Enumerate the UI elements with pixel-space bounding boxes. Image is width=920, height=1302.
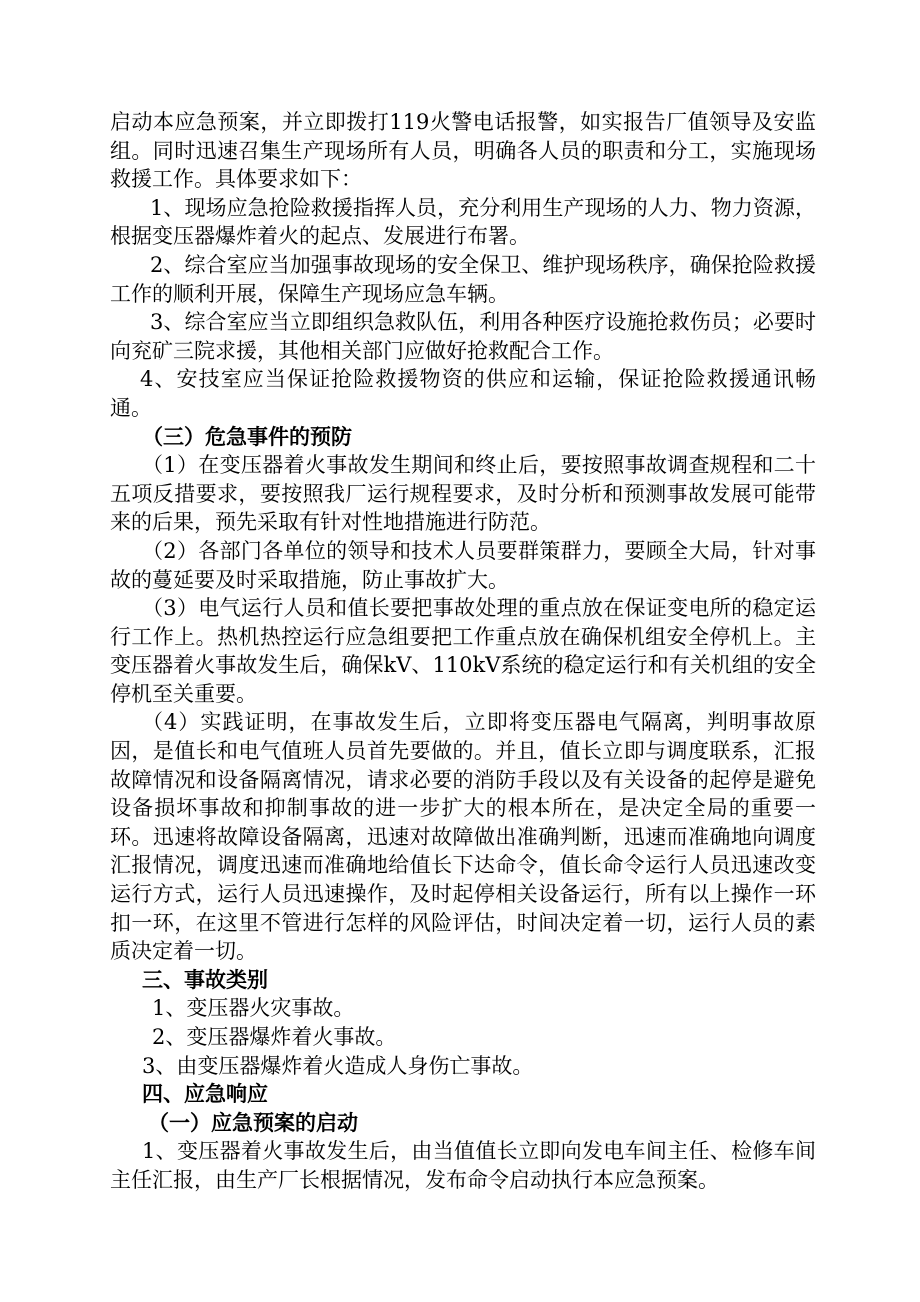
paragraph-report-alarm: 启动本应急预案，并立即拨打119火警电话报警，如实报告厂值领导及安监组。同时迅速召集生产现场所有人员，明确各人员的职责和分工，实施现场救援工作。具体要求如下： (110, 110, 816, 192)
paragraph-supplies-transport: 4、安技室应当保证抢险救援物资的供应和运输，保证抢险救援通讯畅通。 (110, 367, 816, 420)
paragraph-prevention-2: （2）各部门各单位的领导和技术人员要群策群力，要顾全大局，针对事故的蔓延要及时采取措施，防止事故扩大。 (110, 538, 816, 592)
document-body (110, 108, 816, 1195)
paragraph-medical-rescue: 3、综合室应当立即组织急救队伍，利用各种医疗设施抢救伤员；必要时向兖矿三院求援，其他相关部门应做好抢救配合工作。 (110, 310, 816, 363)
section-heading-plan-activation: （一）应急预案的启动 (148, 1109, 358, 1135)
paragraph-prevention-1: （1）在变压器着火事故发生期间和终止后，要按照事故调查规程和二十五项反措要求，要按照我厂运行规程要求，及时分析和预测事故发展可能带来的后果，预先采取有针对性地措施进行防范。 (110, 453, 816, 535)
paragraph-security-guard: 2、综合室应当加强事故现场的安全保卫、维护现场秩序，确保抢险救援工作的顺利开展，保障生产现场应急车辆。 (110, 252, 816, 306)
paragraph-plan-activation-1: 1、变压器着火事故发生后，由当值值长立即向发电车间主任、检修车间主任汇报，由生产厂长根据情况，发布命令启动执行本应急预案。 (110, 1139, 816, 1192)
list-item-fire: 1、变压器火灾事故。 (152, 996, 355, 1021)
paragraph-prevention-4: （4）实践证明，在事故发生后，立即将变压器电气隔离，判明事故原因，是值长和电气值班人员首先要做的。并且，值长立即与调度联系，汇报故障情况和设备隔离情况，请求必要的消防手段以及有关设备的起停是避免设备损坏事故和抑制事故的进一步扩大的根本所在，是决定全局的重要一环。迅速将故障设备隔离，迅速对故障做出准确判断，迅速而准确地向调度汇报情况，调度迅速而准确地给值长下达命令，值长命令运行人员迅速改变运行方式，运行人员迅速操作，及时起停相关设备运行，所有以上操作一环扣一环，在这里不管进行怎样的风险评估，时间决定着一切，运行人员的素质决定着一切。 (110, 710, 816, 964)
section-heading-emergency-response: 四、应急响应 (142, 1081, 268, 1107)
paragraph-prevention-3: （3）电气运行人员和值长要把事故处理的重点放在保证变电所的稳定运行工作上。热机热控运行应急组要把工作重点放在确保机组安全停机上。主变压器着火事故发生后，确保kV、110kV系统的稳定运行和有关机组的安全停机至关重要。 (110, 596, 816, 706)
paragraph-rescue-command: 1、现场应急抢险救援指挥人员，充分利用生产现场的人力、物力资源，根据变压器爆炸着火的起点、发展进行布署。 (110, 195, 816, 249)
list-item-explosion: 2、变压器爆炸着火事故。 (152, 1025, 397, 1049)
section-heading-prevention: （三）危急事件的预防 (142, 423, 352, 449)
section-heading-accident-types: 三、事故类别 (142, 966, 268, 992)
list-item-casualty: 3、由变压器爆炸着火造成人身伤亡事故。 (142, 1053, 534, 1078)
